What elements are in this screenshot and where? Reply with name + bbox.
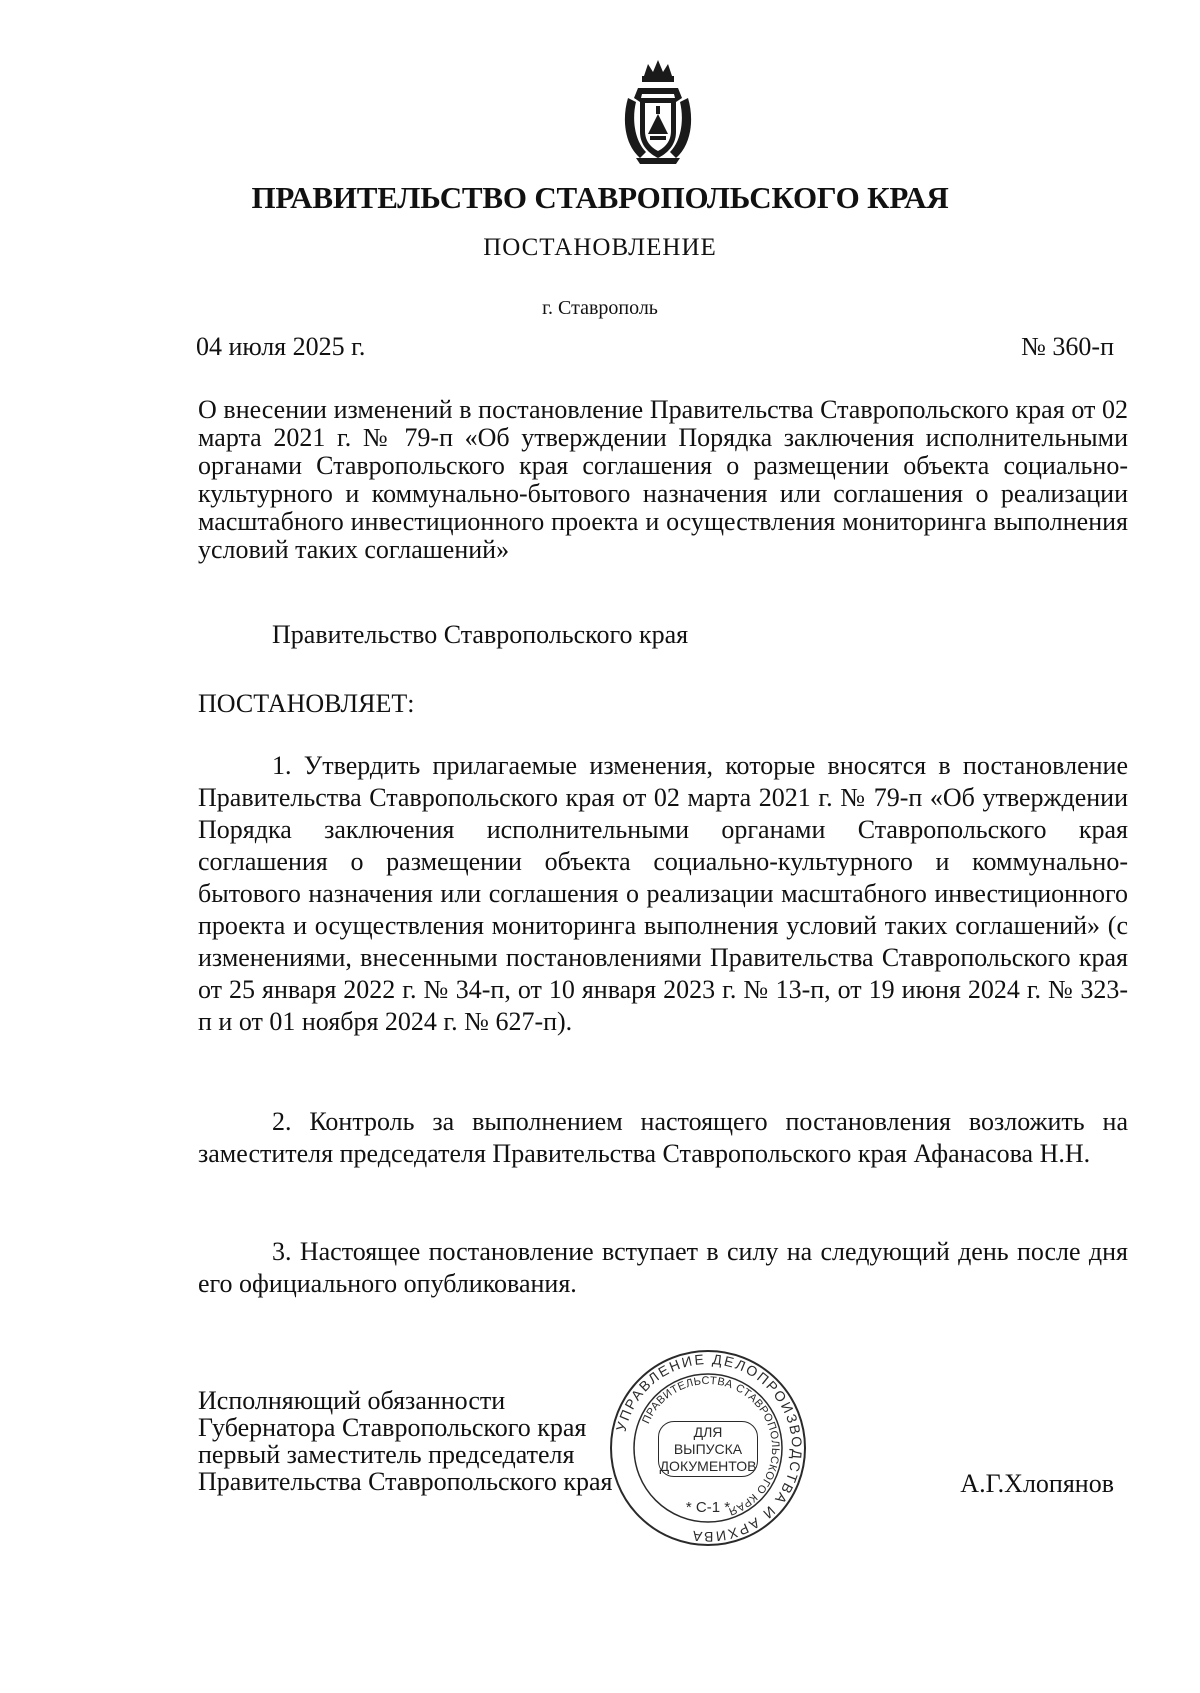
document-subject: О внесении изменений в постановление Правительства Ставропольского края от 02 марта 2021 г. № 79-п «Об утверждении Порядка заключения исполнительными органами Ставропольского края соглашения о размещении объекта социально-культурного и коммунально-бытового назначения или соглашения о реализации масштабного инвестиционного проекта и осуществления мониторинга выполнения условий таких соглашений» xyxy=(198,395,1128,564)
signatory-title-line: Исполняющий обязанности xyxy=(198,1386,506,1415)
resolution-item: 3. Настоящее постановление вступает в силу на следующий день после дня его официального опубликования. xyxy=(198,1237,1128,1298)
document-date: 04 июля 2025 г. xyxy=(196,332,366,361)
signatory-title-line: Губернатора Ставропольского края xyxy=(198,1413,587,1442)
seal-center-line: ДЛЯ xyxy=(693,1424,723,1440)
stavropol-coat-of-arms-icon xyxy=(620,58,696,168)
resolution-item: 2. Контроль за выполнением настоящего постановления возложить на заместителя председателя Правительства Ставропольского края Афанасова Н.Н. xyxy=(198,1107,1128,1168)
signatory-name: А.Г.Хлопянов xyxy=(960,1469,1114,1498)
seal-outer-text: УПРАВЛЕНИЕ ДЕЛОПРОИЗВОДСТВА И АРХИВА xyxy=(612,1350,806,1546)
preamble: Правительство Ставропольского края xyxy=(272,620,689,649)
seal-center-line: ДОКУМЕНТОВ xyxy=(659,1458,757,1474)
government-name: ПРАВИТЕЛЬСТВО СТАВРОПОЛЬСКОГО КРАЯ xyxy=(251,180,949,215)
resolves-heading: ПОСТАНОВЛЯЕТ: xyxy=(198,689,415,718)
document-kind: ПОСТАНОВЛЕНИЕ xyxy=(483,234,717,261)
signatory-title-line: Правительства Ставропольского края xyxy=(198,1467,613,1496)
resolution-item: 1. Утвердить прилагаемые изменения, которые вносятся в постановление Правительства Ставропольского края от 02 марта 2021 г. № 79-п «Об утверждении Порядка заключения исполнительными органами Ставропольского края соглашения о размещении объекта социально-культурного и коммунально-бытового назначения или соглашения о реализации масштабного инвестиционного проекта и осуществления мониторинга выполнения условий таких соглашений» (с изменениями, внесенными постановлениями Правительства Ставропольского края от 25 января 2022 г. № 34-п, от 10 января 2023 г. № 13-п, от 19 июня 2024 г. № 323-п и от 01 ноября 2024 г. № 627-п). xyxy=(198,751,1128,1036)
document-number: № 360-п xyxy=(1021,332,1114,361)
seal-code: * С-1 * xyxy=(685,1499,731,1516)
round-seal-icon xyxy=(608,1348,808,1548)
signatory-title xyxy=(198,1387,613,1495)
seal-center-line: ВЫПУСКА xyxy=(673,1441,743,1457)
signatory-title-line: первый заместитель председателя xyxy=(198,1440,575,1469)
seal-inner-text: ПРАВИТЕЛЬСТВА СТАВРОПОЛЬСКОГО КРАЯ xyxy=(640,1374,782,1518)
document-city: г. Ставрополь xyxy=(542,297,658,319)
seal-center-box xyxy=(658,1421,758,1477)
